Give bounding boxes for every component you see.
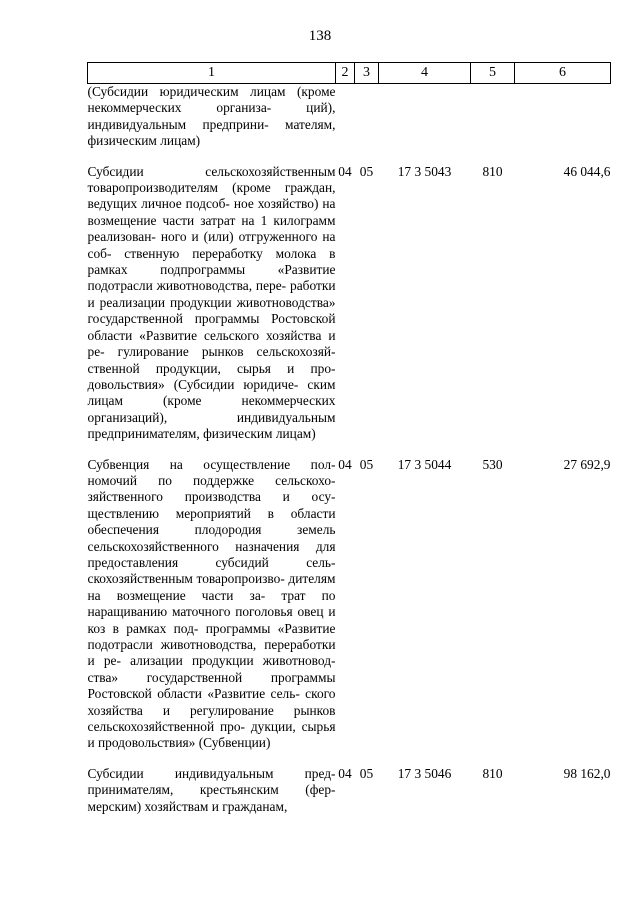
row-spacer bbox=[88, 752, 611, 766]
row-description: (Субсидии юридическим лицам (кроме некоммерческих организа- ций), индивидуальным предприни- мателям, физическим лицам) bbox=[87, 84, 336, 149]
table-row bbox=[88, 84, 611, 150]
row-expense-type bbox=[471, 84, 515, 150]
row-target-article bbox=[379, 84, 471, 150]
row-amount: 98 162,0 bbox=[563, 765, 611, 781]
row-subsection bbox=[355, 84, 379, 150]
row-amount bbox=[515, 84, 611, 150]
row-subsection: 05 bbox=[359, 163, 374, 179]
row-amount: 46 044,6 bbox=[563, 163, 611, 179]
row-target-article: 17 3 5046 bbox=[397, 765, 452, 781]
column-header-4: 4 bbox=[379, 63, 471, 84]
row-section: 04 bbox=[338, 456, 352, 472]
row-expense-type: 530 bbox=[482, 456, 503, 472]
row-description: Субвенция на осуществление пол- номочий по поддержке сельскохо- зяйственного производства и осу- ществлению мероприятий в области обеспечения плодородия земель сельскохозяйственного назначения для предоставления субсидий сель- скохозяйственным товаропроизво- дителям на возмещение части за- трат по наращиванию маточного поголовья овец и коз в рамках под- программы «Развитие подотрасли животноводства, переработки и ре- ализации продукции животновод- ства» государственной программы Ростовской области «Развитие сель- ского хозяйства и регулирование рынков сельскохозяйственной про- дукции, сырья и продовольствия» (Субвенции) bbox=[87, 456, 336, 751]
column-header-6: 6 bbox=[515, 63, 611, 84]
row-amount: 27 692,9 bbox=[563, 456, 611, 472]
row-subsection: 05 bbox=[359, 456, 374, 472]
budget-table bbox=[87, 62, 611, 815]
column-header-2: 2 bbox=[336, 63, 355, 84]
column-header-5: 5 bbox=[471, 63, 515, 84]
row-subsection: 05 bbox=[359, 765, 374, 781]
row-spacer bbox=[88, 443, 611, 457]
row-target-article: 17 3 5043 bbox=[397, 163, 452, 179]
table-row bbox=[88, 766, 611, 815]
column-header-3: 3 bbox=[355, 63, 379, 84]
table-row bbox=[88, 457, 611, 752]
table-row bbox=[88, 164, 611, 443]
row-expense-type: 810 bbox=[482, 163, 503, 179]
row-target-article: 17 3 5044 bbox=[397, 456, 452, 472]
row-section: 04 bbox=[338, 163, 352, 179]
column-header-1: 1 bbox=[88, 63, 336, 84]
table-header-row bbox=[88, 63, 611, 84]
row-spacer bbox=[88, 150, 611, 164]
row-expense-type: 810 bbox=[482, 765, 503, 781]
row-description: Субсидии сельскохозяйственным товаропроизводителям (кроме граждан, ведущих личное подсоб- ное хозяйство) на возмещение части затрат на 1 килограмм реализован- ного и (или) отгруженного на соб- ственную переработку молока в рамках подпрограммы «Развитие подотрасли животноводства, пере- работки и реализации продукции животноводства» государственной программы Ростовской области «Развитие сельского хозяйства и ре- гулирование рынков сельскохозяй- ственной продукции, сырья и про- довольствия» (Субсидии юридиче- ским лицам (кроме некоммерческих организаций), индивидуальным предпринимателям, физическим лицам) bbox=[87, 163, 336, 442]
row-description: Субсидии индивидуальным пред- принимателям, крестьянским (фер- мерским) хозяйствам и гражданам, bbox=[87, 765, 336, 814]
page-number: 138 bbox=[308, 28, 332, 44]
row-section: 04 bbox=[338, 765, 352, 781]
row-section bbox=[336, 84, 355, 150]
